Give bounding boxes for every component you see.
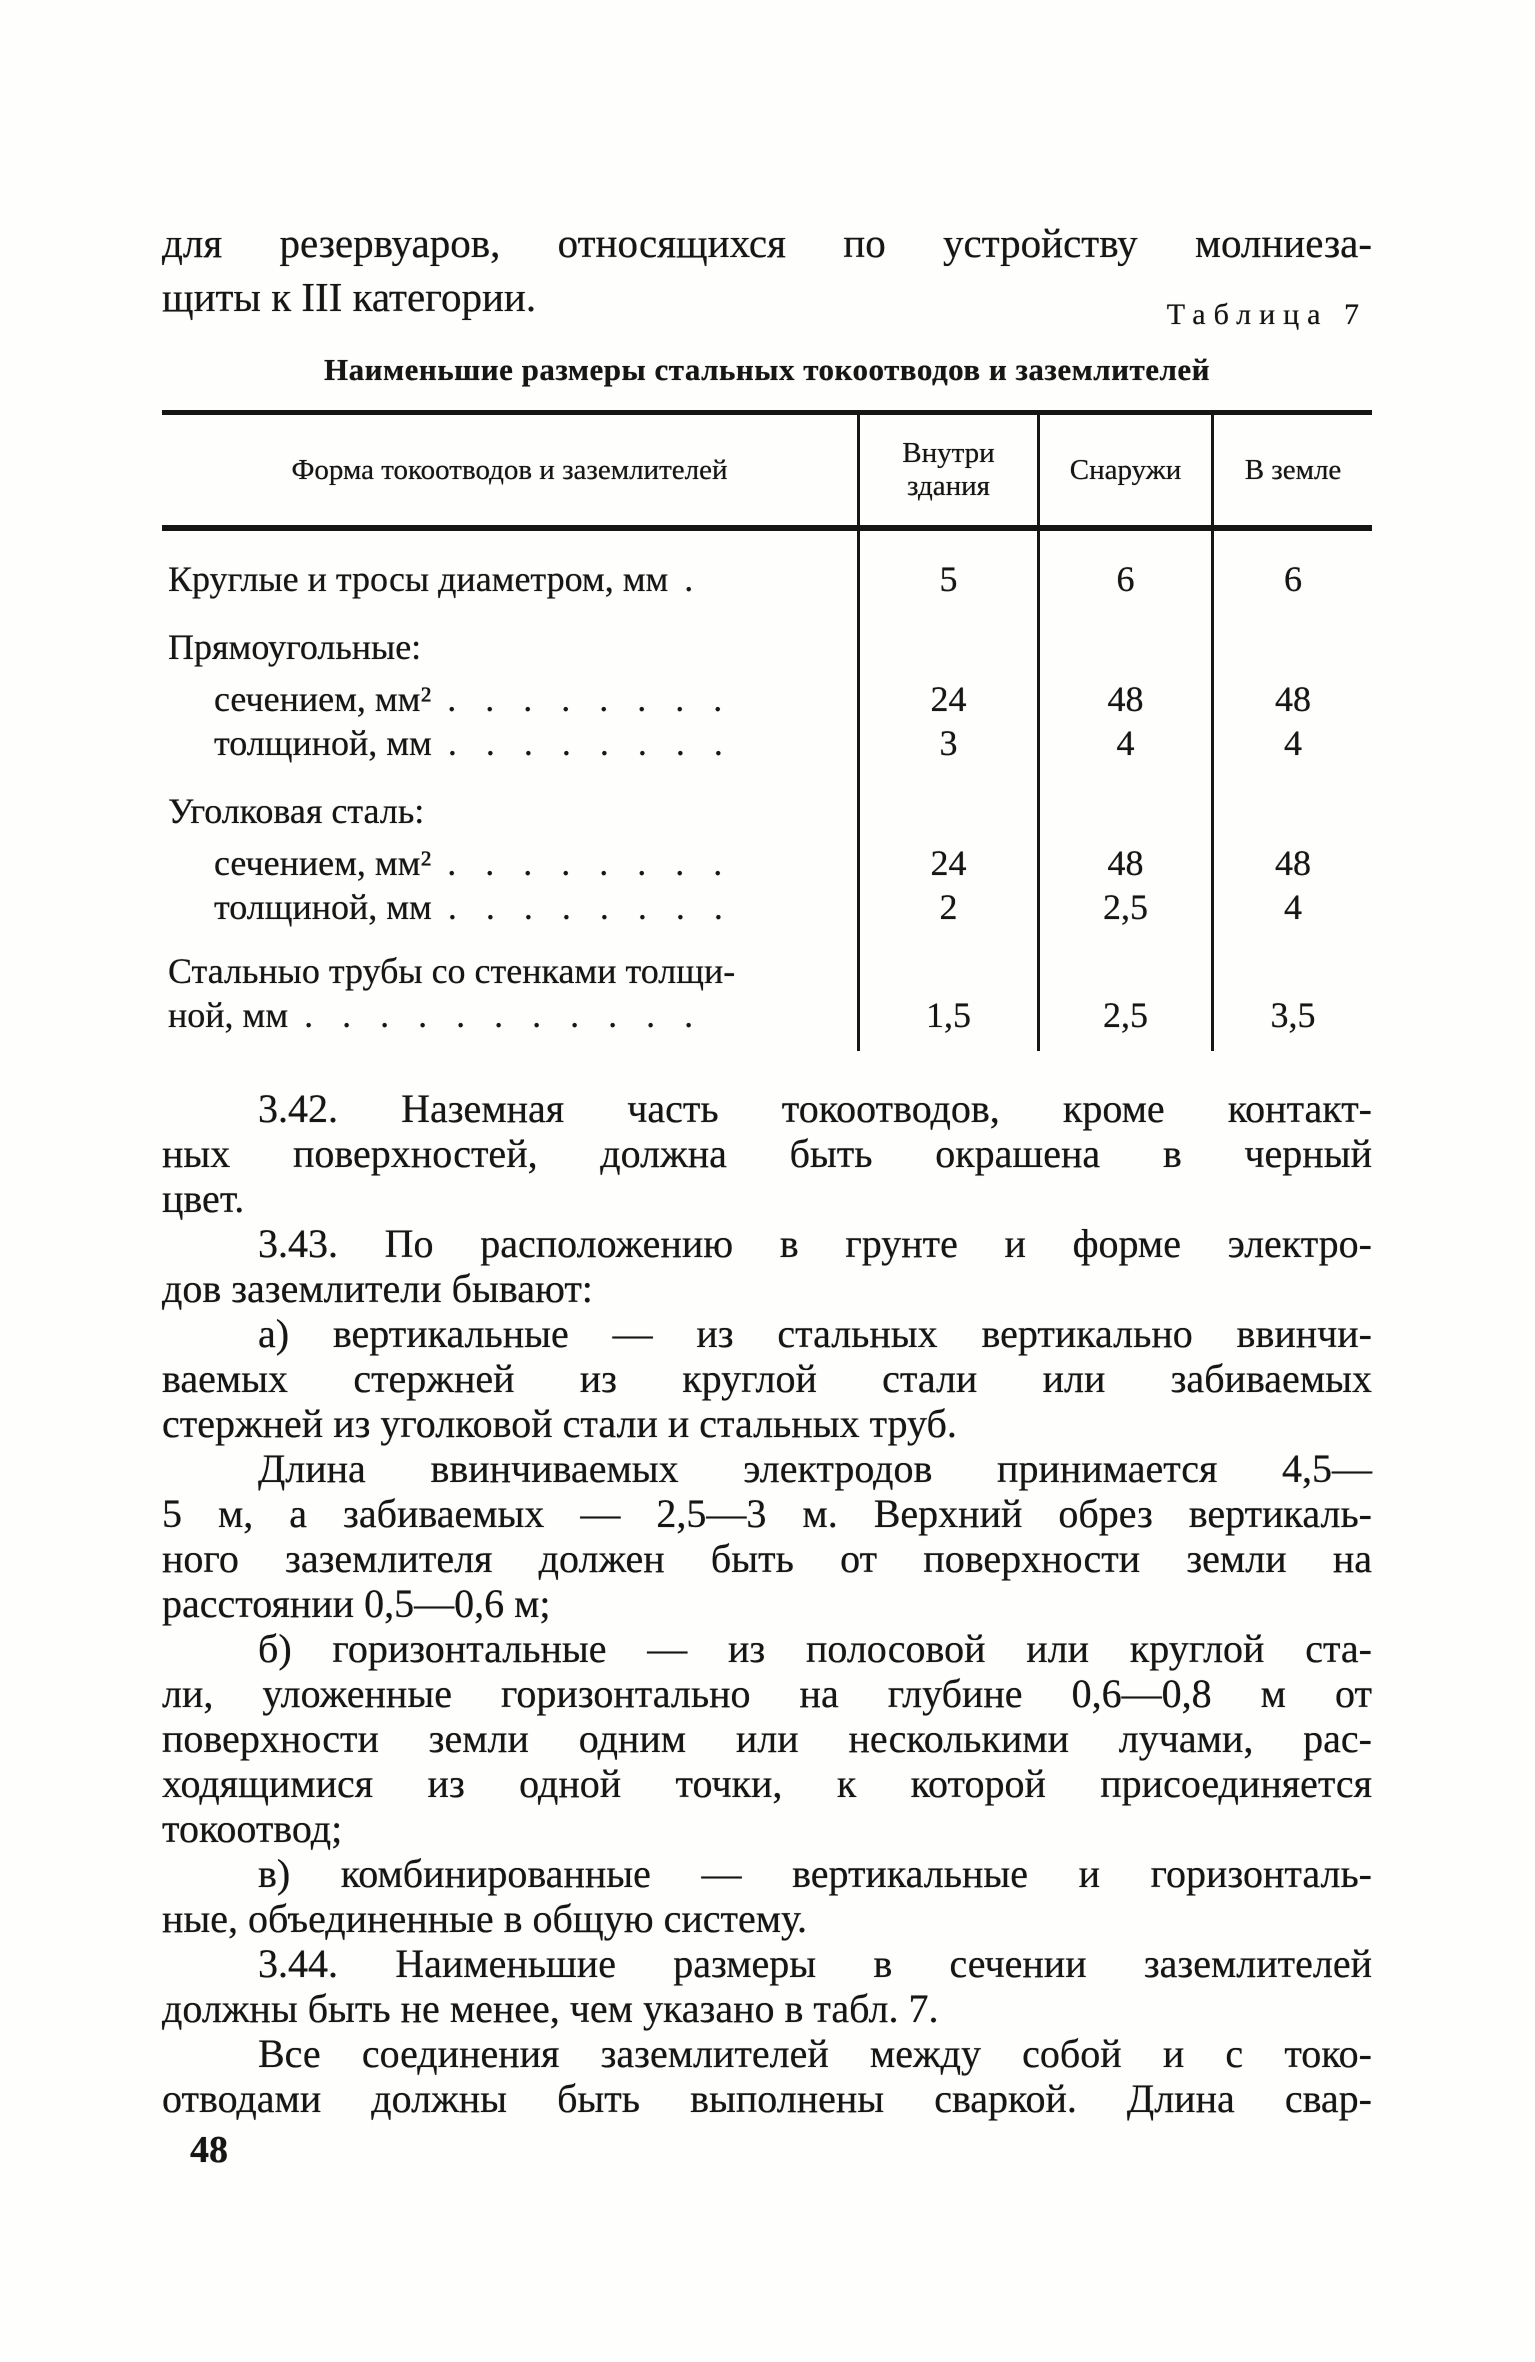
body-line: ваемых стержней из круглой стали или забиваемых: [162, 1356, 1372, 1401]
body-text: [162, 1086, 1372, 2121]
body-line: а) вертикальные — из стальных вертикально ввинчи-: [258, 1311, 1372, 1356]
body-line: 3.43. По расположению в грунте и форме электро-: [258, 1221, 1372, 1266]
body-line: б) горизонтальные — из полосовой или круглой ста-: [258, 1626, 1372, 1671]
table-cell-value: 48: [1037, 833, 1211, 885]
body-line: стержней из уголковой стали и стальных труб.: [162, 1401, 957, 1446]
table-cell-label: толщиной, мм . . . . . . . .: [214, 723, 723, 763]
table-cell-label: толщиной, мм . . . . . . . .: [214, 887, 723, 927]
table-cell-value: 48: [1211, 669, 1372, 721]
table-cell-value: 4: [1211, 885, 1372, 929]
body-line: ные, объединенные в общую систему.: [162, 1896, 808, 1941]
table-row: [162, 669, 1372, 721]
intro-line: щиты к III категории.: [162, 274, 537, 320]
body-line: 3.44. Наименьшие размеры в сечении заземлителей: [258, 1941, 1372, 1986]
table-cell-value: 48: [1211, 833, 1372, 885]
table-cell-value: 2: [857, 885, 1037, 929]
table-cell-value: 24: [857, 669, 1037, 721]
table-row: [162, 833, 1372, 885]
body-line: должны быть не менее, чем указано в табл. 7.: [162, 1986, 939, 2031]
table-cell-value: [1211, 601, 1372, 669]
table-cell-value: [1211, 765, 1372, 833]
table-cell-value: 1,5: [857, 929, 1037, 1051]
table-cell-value: 4: [1211, 721, 1372, 765]
table-row: [162, 721, 1372, 765]
table-cell-value: 2,5: [1037, 885, 1211, 929]
table-cell-value: 3,5: [1211, 929, 1372, 1051]
body-line: ходящимися из одной точки, к которой присоединяется: [162, 1761, 1372, 1806]
body-line: отводами должны быть выполнены сваркой. Длина свар-: [162, 2076, 1372, 2121]
table-cell-label: сечением, мм² . . . . . . . .: [214, 679, 723, 719]
table-cell-value: 3: [857, 721, 1037, 765]
table-cell-value: [1037, 765, 1211, 833]
table-cell-value: 48: [1037, 669, 1211, 721]
body-line: расстоянии 0,5—0,6 м;: [162, 1581, 551, 1626]
table-cell-value: [1037, 601, 1211, 669]
table-header-cell: Снаружи: [1037, 415, 1211, 525]
table-header-cell: В земле: [1211, 415, 1372, 525]
body-line: ли, уложенные горизонтально на глубине 0,6—0,8 м от: [162, 1671, 1372, 1716]
body-line: поверхности земли одним или несколькими лучами, рас-: [162, 1716, 1372, 1761]
body-line: дов заземлители бывают:: [162, 1266, 593, 1311]
table-cell-value: 2,5: [1037, 929, 1211, 1051]
body-line: цвет.: [162, 1176, 245, 1221]
table-cell-label: сечением, мм² . . . . . . . .: [214, 843, 723, 883]
table-row: [162, 765, 1372, 833]
table-row: [162, 929, 1372, 1051]
body-line: Все соединения заземлителей между собой и с токо-: [258, 2031, 1372, 2076]
body-line: 5 м, а забиваемых — 2,5—3 м. Верхний обрез вертикаль-: [162, 1491, 1372, 1536]
table-row: [162, 531, 1372, 601]
table-cell-label: Стальныо трубы со стенками толщи- ной, мм . . . . . . . . . . .: [168, 951, 736, 1035]
body-line: 3.42. Наземная часть токоотводов, кроме контакт-: [258, 1086, 1372, 1131]
table-row: [162, 601, 1372, 669]
table-row: [162, 885, 1372, 929]
table-cell-value: [857, 765, 1037, 833]
table-cell-value: 24: [857, 833, 1037, 885]
table-cell-label: Уголковая сталь:: [168, 791, 425, 831]
table-cell-value: 6: [1211, 531, 1372, 601]
table-cell-value: 5: [857, 531, 1037, 601]
body-line: токоотвод;: [162, 1806, 343, 1851]
page-number: 48: [190, 2129, 228, 2171]
table-cell-value: 6: [1037, 531, 1211, 601]
table-cell-label: Круглые и тросы диаметром, мм .: [168, 559, 694, 599]
table-title: Наименьшие размеры стальных токоотводов и заземлителей: [324, 352, 1210, 387]
body-line: ного заземлителя должен быть от поверхности земли на: [162, 1536, 1372, 1581]
table-cell-value: [857, 601, 1037, 669]
body-line: в) комбинированные — вертикальные и горизонталь-: [258, 1851, 1372, 1896]
table-header-row: [162, 415, 1372, 531]
intro-line: для резервуаров, относящихся по устройству молниеза-: [162, 220, 1372, 266]
table-header-cell: Форма токоотводов и заземлителей: [291, 453, 728, 486]
body-line: Длина ввинчиваемых электродов принимается 4,5—: [258, 1446, 1372, 1491]
table-cell-value: 4: [1037, 721, 1211, 765]
table-caption-number: Таблица 7: [1166, 298, 1367, 331]
table-header-cell: Внутри здания: [857, 415, 1037, 525]
table-cell-label: Прямоугольные:: [168, 627, 422, 667]
table: [162, 410, 1372, 1051]
table-body: [162, 531, 1372, 1051]
body-line: ных поверхностей, должна быть окрашена в черный: [162, 1131, 1372, 1176]
